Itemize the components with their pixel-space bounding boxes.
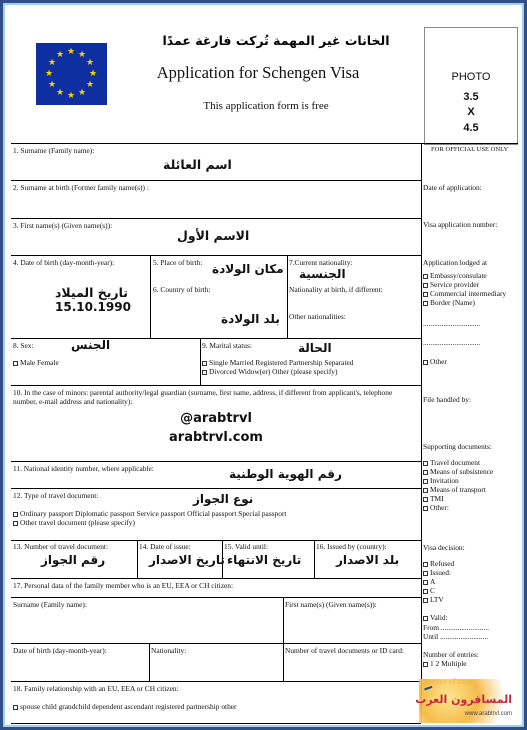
- fm-doc-number-label: Number of travel documents or ID card:: [285, 646, 405, 655]
- visa-application-form: [11, 9, 518, 723]
- family-relationship-label: 18. Family relationship with an EU, EEA or CH citizen:: [13, 684, 179, 693]
- date-of-birth-arabic: تاريخ الميلاد: [55, 285, 129, 300]
- decision-refused[interactable]: Refused: [423, 559, 454, 568]
- support-option-other[interactable]: Other:: [423, 503, 449, 512]
- number-of-entries-label: Number of entries:: [423, 650, 479, 659]
- sex-value[interactable]: الجنس: [71, 338, 111, 352]
- issued-by-label: 16. Issued by (country):: [316, 542, 387, 551]
- lodged-option-service-provider[interactable]: Service provider: [423, 280, 479, 289]
- dots-line-2: ...............................: [423, 338, 481, 347]
- marital-options-row1[interactable]: Single Married Registered Partnership Separated: [202, 358, 354, 367]
- decision-type-a[interactable]: A: [423, 577, 435, 586]
- travel-doc-type-value[interactable]: نوع الجواز: [193, 492, 254, 506]
- fm-first-name-label: First name(s) (Given name(s)):: [285, 600, 377, 609]
- free-form-note: This application form is free: [203, 100, 329, 112]
- nationality-at-birth-label: Nationality at birth, if different:: [289, 285, 383, 294]
- date-of-issue-value[interactable]: تاريخ الاصدار: [149, 553, 225, 567]
- support-option-invitation[interactable]: Invitation: [423, 476, 459, 485]
- first-name-label: 3. First name(s) (Given name(s)):: [13, 221, 113, 230]
- marital-options-row2[interactable]: Divorced Widow(er) Other (please specify): [202, 367, 337, 376]
- support-option-subsistence[interactable]: Means of subsistence: [423, 467, 493, 476]
- travel-doc-number-label: 13. Number of travel document:: [13, 542, 109, 551]
- country-of-birth-value[interactable]: بلد الولادة: [221, 312, 280, 326]
- current-nationality-label: 7.Current nationality:: [289, 258, 353, 267]
- family-relationship-options[interactable]: spouse child grandchild dependent ascendant registered partnership other: [13, 702, 237, 711]
- travel-doc-options-row1[interactable]: Ordinary passport Diplomatic passport Service passport Official passport Special passport: [13, 509, 287, 518]
- guardian-label: 10. In the case of minors: parental authority/legal guardian (surname, first name, address, if different from applicant's, telephone number, e-mail address and nationality):: [13, 388, 393, 407]
- photo-x: X: [467, 106, 475, 118]
- sex-label: 8. Sex:: [13, 341, 34, 350]
- date-of-application-label: Date of application:: [423, 183, 482, 192]
- fm-dob-label: Date of birth (day-month-year):: [13, 646, 107, 655]
- lodged-option-commercial[interactable]: Commercial intermediary: [423, 289, 506, 298]
- photo-width: 3.5: [463, 91, 479, 103]
- date-of-birth-value[interactable]: 15.10.1990: [55, 300, 131, 314]
- marital-status-label: 9. Marital status:: [202, 341, 252, 350]
- decision-valid[interactable]: Valid:: [423, 613, 448, 622]
- decision-type-c[interactable]: C: [423, 586, 435, 595]
- support-option-transport[interactable]: Means of transport: [423, 485, 486, 494]
- lodged-at-label: Application lodged at: [423, 258, 488, 267]
- date-of-issue-label: 14. Date of issue:: [139, 542, 191, 551]
- country-of-birth-label: 6. Country of birth:: [153, 285, 211, 294]
- national-id-value[interactable]: رقم الهوية الوطنية: [229, 467, 342, 481]
- visa-application-number-label: Visa application number:: [423, 220, 498, 229]
- page-title: Application for Schengen Visa: [156, 63, 360, 82]
- travel-doc-number-value[interactable]: رقم الجواز: [41, 553, 106, 567]
- photo-height: 4.5: [463, 122, 479, 134]
- travel-doc-type-label: 12. Type of travel document:: [13, 491, 99, 500]
- logo-arabic-text: المسافرون العرب: [415, 693, 512, 706]
- lodged-option-other[interactable]: Other: [423, 357, 447, 366]
- eu-flag-icon: ★ ★ ★ ★ ★ ★ ★ ★ ★ ★ ★ ★: [36, 43, 107, 105]
- surname-label: 1. Surname (Family name):: [13, 146, 95, 155]
- supporting-docs-label: Supporting documents:: [423, 442, 492, 451]
- visa-decision-label: Visa decision:: [423, 543, 465, 552]
- other-nationalities-label: Other nationalities:: [289, 312, 346, 321]
- date-of-birth-label: 4. Date of birth (day-month-year):: [13, 258, 115, 267]
- decision-issued[interactable]: Issued:: [423, 568, 451, 577]
- valid-until-value[interactable]: تاريخ الانتهاء: [227, 553, 302, 567]
- support-option-tmi[interactable]: TMI: [423, 494, 444, 503]
- document-frame: [3, 3, 524, 727]
- arab-travelers-logo: [415, 679, 518, 723]
- marital-status-value[interactable]: الحالة: [298, 341, 332, 355]
- travel-doc-options-row2[interactable]: Other travel document (please specify): [13, 518, 135, 527]
- first-name-value[interactable]: الاسم الأول: [177, 228, 250, 243]
- logo-url: www.arabtrvl.com: [464, 711, 512, 717]
- file-handled-by-label: File handled by:: [423, 395, 472, 404]
- official-use-title: FOR OFFICIAL USE ONLY: [431, 146, 509, 153]
- fm-nationality-label: Nationality:: [151, 646, 187, 655]
- photo-label: PHOTO: [451, 71, 491, 83]
- surname-at-birth-label: 2. Surname at birth (Former family name(s)) :: [13, 183, 149, 192]
- issued-by-value[interactable]: بلد الاصدار: [336, 553, 400, 567]
- watermark-handle: @arabtrvl: [180, 411, 252, 426]
- surname-value[interactable]: اسم العائلة: [163, 157, 232, 172]
- watermark-site: arabtrvl.com: [169, 430, 263, 445]
- current-nationality-value[interactable]: الجنسية: [299, 267, 346, 281]
- place-of-birth-value[interactable]: مكان الولادة: [212, 262, 284, 276]
- valid-until-official-label: Until ..........................: [423, 632, 489, 641]
- support-option-travel-doc[interactable]: Travel document: [423, 458, 480, 467]
- fm-surname-label: Surname (Family name):: [13, 600, 87, 609]
- dots-line-1: ...............................: [423, 319, 481, 328]
- decision-type-ltv[interactable]: LTV: [423, 595, 444, 604]
- lodged-option-embassy[interactable]: Embassy/consulate: [423, 271, 487, 280]
- arabic-note: الخانات غير المهمة تُركت فارغة عمدًا: [162, 33, 390, 48]
- place-of-birth-label: 5. Place of birth:: [153, 258, 203, 267]
- lodged-option-border[interactable]: Border (Name): [423, 298, 475, 307]
- valid-from-label: From ..........................: [423, 623, 489, 632]
- valid-until-label: 15. Valid until:: [224, 542, 269, 551]
- family-member-label: 17. Personal data of the family member who is an EU, EEA or CH citizen:: [13, 581, 234, 590]
- entries-options[interactable]: 1 2 Multiple: [423, 659, 467, 668]
- sex-options[interactable]: Male Female: [13, 358, 59, 367]
- national-id-label: 11. National identity number, where applicable:: [13, 464, 154, 473]
